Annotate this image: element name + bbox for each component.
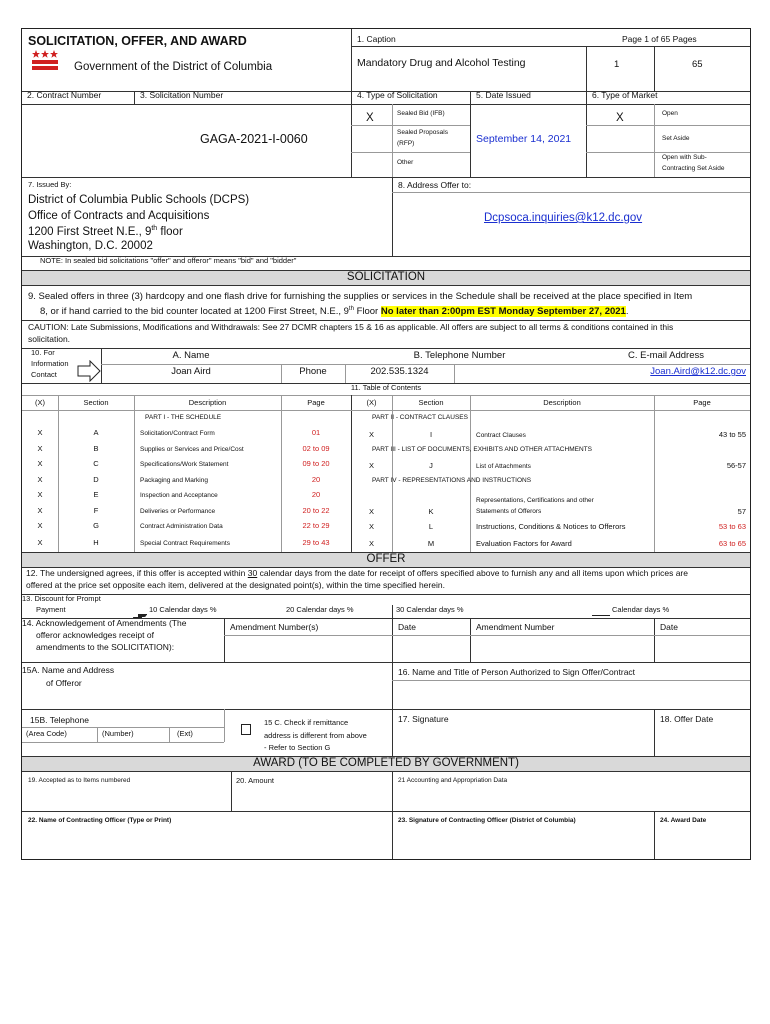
toc-row-x: X (37, 506, 43, 515)
toc-row-x: X (37, 444, 43, 453)
solicitation-number: GAGA-2021-I-0060 (200, 132, 308, 146)
issuer-line-1: District of Columbia Public Schools (DCPS) (28, 194, 250, 206)
toc-row-page: 20 (311, 490, 321, 499)
award-date-label: 24. Award Date (660, 817, 707, 824)
toc-row-section: A (93, 428, 99, 437)
contact-email[interactable]: Joan.Aird@k12.dc.gov (650, 366, 746, 377)
toc-part-4: PART IV - REPRESENTATIONS AND INSTRUCTIONS (372, 477, 532, 484)
toc-part-2: PART II - CONTRACT CLAUSES (372, 414, 468, 421)
open-option: Open (662, 110, 678, 117)
issuer-line-2: Office of Contracts and Acquisitions (28, 210, 210, 222)
amendment-ack-3: amendments to the SOLICITATION): (36, 642, 175, 652)
authorized-person-label: 16. Name and Title of Person Authorized to Sign Offer/Contract (398, 667, 636, 677)
solicitation-form (21, 28, 751, 860)
amount-label: 20. Amount (236, 776, 274, 785)
open-sub-option: Open with Sub- (662, 154, 707, 161)
toc-row-m-x: X (368, 539, 374, 548)
pointing-hand-icon (132, 607, 148, 617)
offer-banner: OFFER (22, 552, 750, 568)
toc-row-page: 01 (311, 428, 321, 437)
other-option: Other (397, 159, 414, 166)
toc-row-j-description: List of Attachments (476, 463, 531, 470)
issuer-line-3: 1200 First Street N.E., 9th floor (28, 225, 183, 238)
toc-row-page: 22 to 29 (302, 521, 330, 530)
discount-days-blank[interactable] (592, 615, 610, 616)
toc-row-section: F (93, 506, 99, 515)
toc-row-description: Inspection and Acceptance (140, 492, 218, 499)
contact-email-header: C. E-mail Address (627, 350, 705, 361)
toc-part-1: PART I - THE SCHEDULE (145, 414, 222, 421)
toc-row-i-description: Contract Clauses (476, 432, 526, 439)
phone-number-label: (Number) (102, 729, 134, 738)
toc-row-l-x: X (368, 522, 374, 531)
issued-by-label: 7. Issued By: (28, 180, 72, 189)
toc-row-description: Special Contract Requirements (140, 540, 230, 547)
date-issued: September 14, 2021 (476, 133, 572, 145)
caption-value: Mandatory Drug and Alcohol Testing (357, 57, 526, 69)
toc-page-header-2: Page (693, 398, 711, 407)
area-code-label: (Area Code) (26, 729, 67, 738)
amendment-ack-1: 14. Acknowledgement of Amendments (The (22, 618, 187, 628)
toc-row-k-description-1: Representations, Certifications and other (476, 497, 594, 504)
contact-phone: 202.535.1324 (370, 366, 429, 377)
offeror-name-address-1: 15A. Name and Address (22, 665, 115, 675)
caution-line-2: solicitation. (28, 334, 71, 344)
offer-date-label: 18. Offer Date (660, 714, 714, 724)
toc-row-k-x: X (368, 507, 374, 516)
solicitation-number-label: 3. Solicitation Number (140, 90, 224, 100)
remittance-2: address is different from above (264, 731, 367, 740)
government-name: Government of the District of Columbia (74, 61, 273, 73)
section-12-line-2: offered at the price set opposite each item, delivered at the designated point(s), within the time specified herein. (26, 580, 445, 590)
toc-row-x: X (37, 521, 43, 530)
toc-row-x: X (37, 490, 43, 499)
toc-row-j-page: 56-57 (726, 461, 746, 470)
toc-row-description: Packaging and Marking (140, 477, 208, 484)
toc-section-header: Section (83, 398, 109, 407)
address-offer-label: 8. Address Offer to: (398, 180, 472, 190)
toc-row-section: G (93, 521, 99, 530)
right-arrow-icon (77, 360, 101, 382)
accepted-items-label: 19. Accepted as to Items numbered (28, 777, 131, 784)
open-sub-option-2: Contracting Set Aside (662, 165, 725, 172)
solicitation-banner: SOLICITATION (22, 270, 750, 286)
toc-page-header: Page (307, 398, 325, 407)
contact-label-1: 10. For (31, 348, 55, 357)
toc-row-i-page: 43 to 55 (718, 430, 746, 439)
amendment-number-header: Amendment Number(s) (230, 622, 319, 632)
date-issued-label: 5. Date Issued (476, 90, 531, 100)
sealed-bid-mark: X (366, 112, 374, 124)
telephone-label: 15B. Telephone (30, 715, 89, 725)
toc-row-description: Specifications/Work Statement (140, 461, 229, 468)
dc-flag-icon (32, 49, 58, 71)
remittance-1: 15 C. Check if remittance (264, 718, 349, 727)
toc-row-description: Supplies or Services and Price/Cost (140, 446, 244, 453)
accounting-label: 21 Accounting and Appropriation Data (398, 777, 508, 784)
toc-row-l-description: Instructions, Conditions & Notices to Offerors (476, 522, 626, 531)
open-mark: X (616, 112, 624, 124)
caution-line-1: CAUTION: Late Submissions, Modifications and Withdrawals: See 27 DCMR chapters 15 & 16 as applicable. All offers are subject to all terms & conditions contained in this (28, 322, 674, 332)
toc-row-section: B (93, 444, 99, 453)
toc-part-3: PART III - LIST OF DOCUMENTS, EXHIBITS AND OTHER ATTACHMENTS (372, 446, 592, 453)
toc-row-k-section: K (428, 507, 434, 516)
toc-row-description: Contract Administration Data (140, 523, 223, 530)
discount-calendar-days: Calendar days % (612, 605, 670, 614)
type-of-solicitation-label: 4. Type of Solicitation (357, 90, 438, 100)
discount-20-days: 20 Calendar days % (286, 605, 354, 614)
contracting-officer-name-label: 22. Name of Contracting Officer (Type or Print) (28, 817, 172, 824)
toc-row-l-section: L (428, 522, 434, 531)
amendment-number-header-2: Amendment Number (476, 622, 555, 632)
extension-label: (Ext) (177, 729, 193, 738)
toc-row-page: 29 to 43 (302, 538, 330, 547)
form-title: SOLICITATION, OFFER, AND AWARD (28, 34, 247, 48)
toc-row-x: X (37, 475, 43, 484)
toc-description-header: Description (188, 398, 227, 407)
toc-description-header-2: Description (543, 398, 581, 407)
page-count-label: Page 1 of 65 Pages (622, 34, 697, 44)
address-offer-email[interactable]: Dcpsoca.inquiries@k12.dc.gov (484, 212, 643, 224)
contracting-officer-signature-label: 23. Signature of Contracting Officer (District of Columbia) (398, 817, 576, 824)
toc-row-page: 09 to 20 (302, 459, 330, 468)
toc-row-x: X (37, 428, 43, 437)
toc-row-section: H (93, 538, 99, 547)
toc-x-header-2: (X) (366, 398, 377, 407)
toc-row-m-description: Evaluation Factors for Award (476, 539, 572, 548)
toc-row-x: X (37, 459, 43, 468)
contact-phone-label: Phone (299, 366, 327, 377)
sealed-bid-note: NOTE: In sealed bid solicitations "offer" and offeror" means "bid" and "bidder" (40, 256, 297, 265)
contact-label-3: Contact (31, 370, 57, 379)
section-9-line-2: 8, or if hand carried to the bid counter located at 1200 First Street, N.E., 9th Floor No later than 2:00pm EST Monday September 27, 2021. (40, 306, 629, 318)
toc-section-header-2: Section (418, 398, 444, 407)
sealed-proposals-option: Sealed Proposals (397, 129, 448, 136)
toc-row-section: C (93, 459, 99, 468)
sealed-bid-option: Sealed Bid (IFB) (397, 110, 445, 117)
toc-row-x: X (37, 538, 43, 547)
section-9-line-1: 9. Sealed offers in three (3) hardcopy and one flash drive for furnishing the supplies or services in the Schedule shall be received at the place specified in Item (28, 291, 693, 302)
checkbox-icon[interactable] (241, 724, 251, 735)
toc-row-k-page: 57 (737, 507, 746, 516)
caption-label: 1. Caption (357, 34, 396, 44)
toc-row-section: E (93, 490, 99, 499)
discount-label-2: Payment (36, 605, 66, 614)
toc-row-page: 20 (311, 475, 321, 484)
toc-row-j-x: X (368, 461, 374, 470)
toc-row-k-description-2: Statements of Offerors (476, 508, 542, 515)
offer-deadline: No later than 2:00pm EST Monday September 27, 2021 (380, 306, 626, 318)
contract-number-label: 2. Contract Number (27, 90, 102, 100)
contact-name: Joan Aird (171, 366, 211, 377)
award-banner: AWARD (TO BE COMPLETED BY GOVERNMENT) (22, 756, 750, 772)
toc-row-m-section: M (427, 539, 435, 548)
toc-title: 11. Table of Contents (350, 383, 422, 392)
amendment-date-header-2: Date (660, 622, 678, 632)
toc-row-page: 20 to 22 (302, 506, 330, 515)
toc-row-i-section: I (429, 430, 433, 439)
page-current: 1 (614, 59, 620, 70)
toc-row-section: D (93, 475, 99, 484)
amendment-date-header: Date (398, 622, 416, 632)
contact-phone-header: B. Telephone Number (413, 350, 506, 361)
offeror-name-address-2: of Offeror (46, 678, 82, 688)
toc-row-l-page: 53 to 63 (718, 522, 746, 531)
contact-label-2: Information (31, 359, 69, 368)
discount-30-days: 30 Calendar days % (396, 605, 464, 614)
toc-x-header: (X) (35, 398, 45, 407)
discount-10-days: 10 Calendar days % (149, 605, 217, 614)
toc-row-description: Deliveries or Performance (140, 508, 216, 515)
toc-row-i-x: X (368, 430, 374, 439)
page-total: 65 (692, 59, 703, 70)
discount-label-1: 13. Discount for Prompt (22, 594, 101, 603)
issuer-line-4: Washington, D.C. 20002 (28, 240, 153, 252)
type-of-market-label: 6. Type of Market (592, 90, 658, 100)
sealed-proposals-rfp: (RFP) (397, 140, 415, 147)
set-aside-option: Set Aside (662, 135, 690, 142)
toc-row-description: Solicitation/Contract Form (140, 430, 215, 437)
signature-label: 17. Signature (398, 714, 449, 724)
remittance-3: - Refer to Section G (264, 743, 331, 752)
toc-row-m-page: 63 to 65 (718, 539, 746, 548)
amendment-ack-2: offeror acknowledges receipt of (36, 630, 154, 640)
toc-row-j-section: J (429, 461, 433, 470)
toc-row-page: 02 to 09 (302, 444, 330, 453)
contact-name-header: A. Name (172, 350, 210, 361)
section-12-line-1: 12. The undersigned agrees, if this offer is accepted within 30 calendar days from the date for receipt of offers specified above to furnish any and all items upon which prices are (26, 568, 688, 578)
